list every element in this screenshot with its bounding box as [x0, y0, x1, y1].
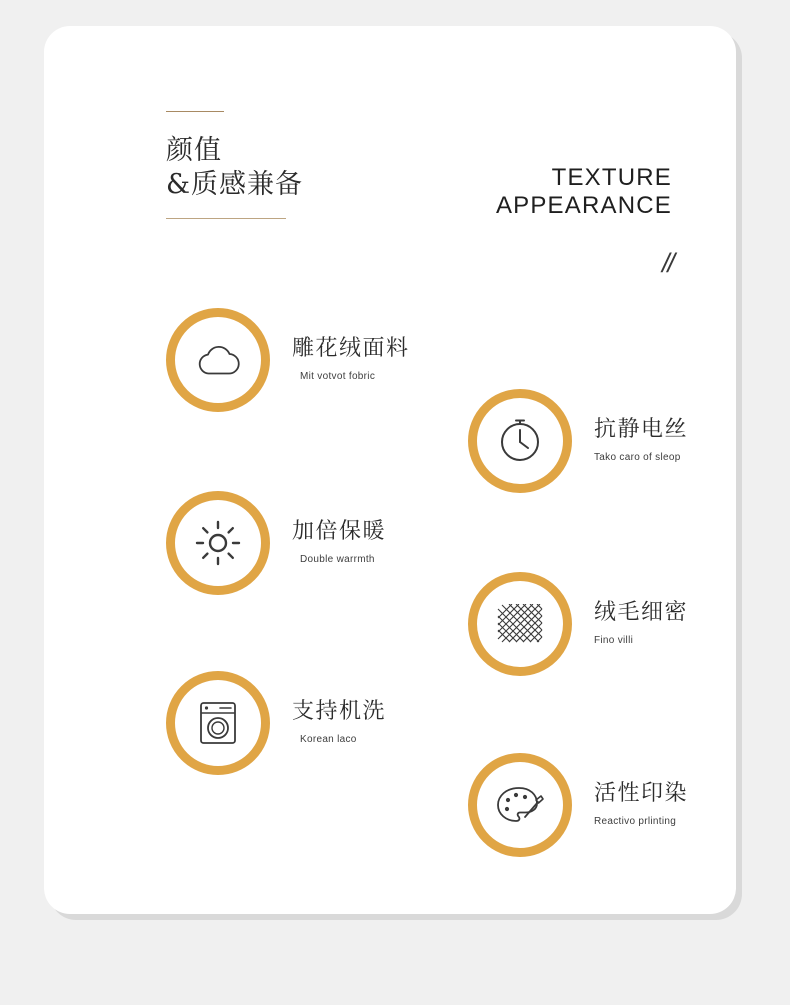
feature-icon-circle — [468, 572, 572, 676]
feature-item — [166, 491, 386, 595]
feature-icon-circle — [468, 389, 572, 493]
heading-cn-line1: 颜值 — [166, 135, 222, 166]
heading-rule-top — [166, 111, 224, 112]
heading-block — [166, 111, 466, 219]
heading-rule-bottom — [166, 218, 286, 219]
feature-title-en: Double warrmth — [300, 554, 375, 565]
heading-en-line1: TEXTURE — [551, 164, 672, 191]
feature-title-cn: 加倍保暖 — [292, 519, 387, 544]
feature-text — [594, 417, 688, 465]
feature-icon-circle — [166, 671, 270, 775]
feature-title-en: Mit votvot fobric — [300, 371, 376, 382]
heading-cn-line2: &质感兼备 — [166, 169, 304, 200]
feature-title-en: Korean laco — [300, 734, 357, 745]
feature-text — [292, 699, 386, 747]
feature-item — [166, 671, 386, 775]
palette-icon — [495, 783, 545, 827]
feature-icon-circle — [166, 491, 270, 595]
sun-icon — [195, 520, 241, 566]
feature-item — [468, 753, 688, 857]
washing-machine-icon — [198, 700, 238, 746]
cloud-icon — [195, 343, 241, 377]
heading-en-block — [496, 164, 672, 220]
decor-slashes: // — [661, 248, 673, 278]
content-card — [44, 26, 736, 914]
feature-text — [594, 600, 688, 648]
feature-title-cn: 雕花绒面料 — [292, 336, 410, 361]
feature-title-en: Fino villi — [594, 635, 634, 646]
feature-item — [468, 389, 688, 493]
feature-title-en: Reactivo prlinting — [594, 816, 677, 827]
feature-icon-circle — [166, 308, 270, 412]
feature-item — [166, 308, 410, 412]
clock-icon — [496, 417, 544, 465]
feature-text — [292, 336, 410, 384]
mesh-icon — [496, 604, 544, 644]
heading-en-line2: APPEARANCE — [495, 192, 672, 219]
feature-title-cn: 活性印染 — [594, 781, 689, 806]
feature-icon-circle — [468, 753, 572, 857]
feature-title-cn: 绒毛细密 — [594, 600, 689, 625]
feature-title-cn: 支持机洗 — [292, 699, 387, 724]
feature-text — [292, 519, 386, 567]
feature-title-en: Tako caro of sleop — [594, 452, 681, 463]
feature-item — [468, 572, 688, 676]
feature-title-cn: 抗静电丝 — [594, 417, 689, 442]
feature-text — [594, 781, 688, 829]
